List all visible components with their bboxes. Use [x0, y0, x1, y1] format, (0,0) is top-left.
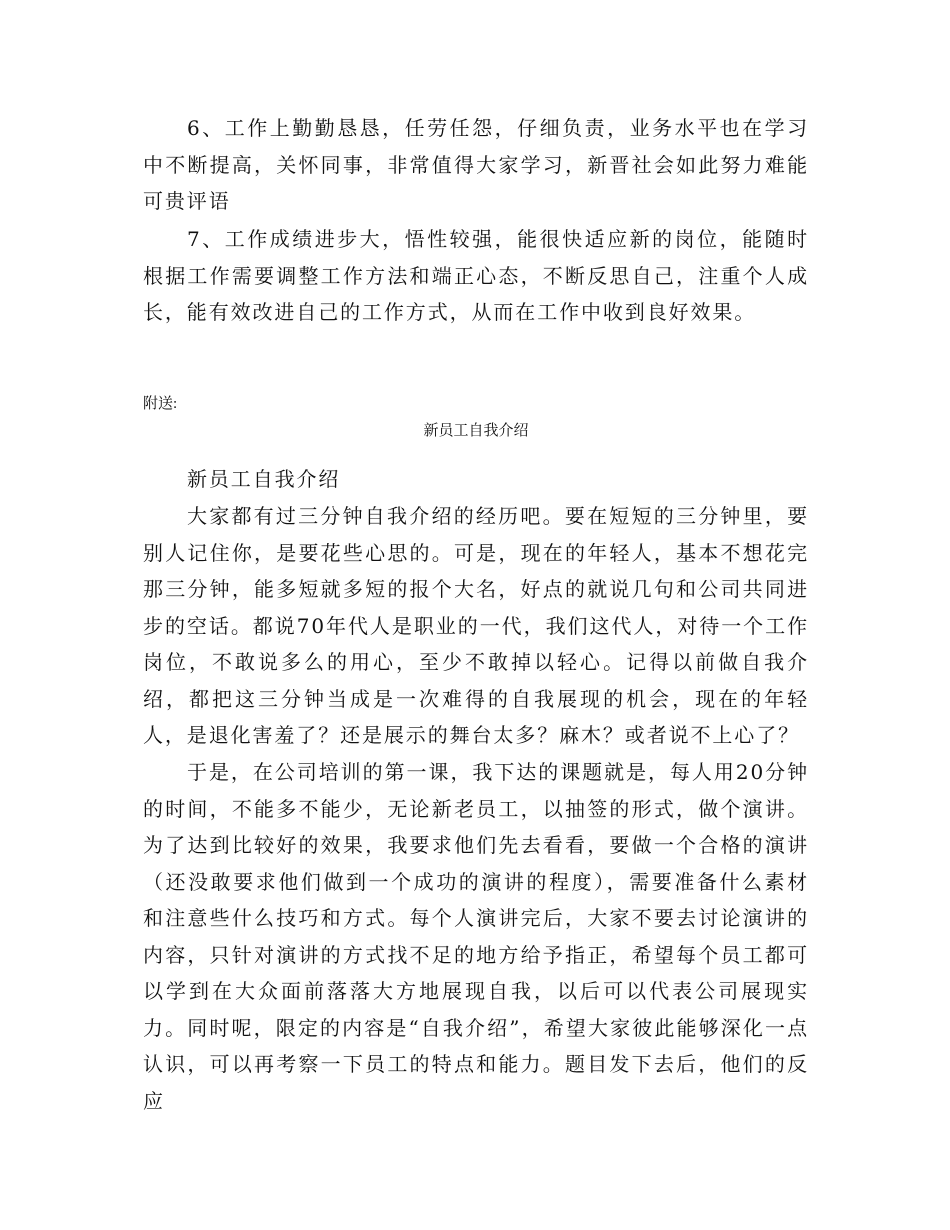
article-paragraph-2: 于是，在公司培训的第一课，我下达的课题就是，每人用20分钟的时间，不能多不能少，无论新老员工，以抽签的形式，做个演讲。为了达到比较好的效果，我要求他们先去看看，要做一个合格的演讲（还没敢要求他们做到一个成功的演讲的程度），需要准备什么素材和注意些什么技巧和方式。每个人演讲完后，大家不要去讨论演讲的内容，只针对演讲的方式找不足的地方给予指正，希望每个员工都可以学到在大众面前落落大方地展现自我，以后可以代表公司展现实力。同时呢，限定的内容是“自我介绍”，希望大家彼此能够深化一点认识，可以再考察一下员工的特点和能力。题目发下去后，他们的反应	[143, 760, 809, 1113]
appendix-title: 新员工自我介绍	[423, 423, 529, 439]
article-heading: 新员工自我介绍	[187, 467, 341, 491]
evaluation-item-7: 7、工作成绩进步大，悟性较强，能很快适应新的岗位，能随时根据工作需要调整工作方法和端正心态，不断反思自己，注重个人成长，能有效改进自己的工作方式，从而在工作中收到良好效果。	[143, 227, 809, 324]
article-paragraph-1: 大家都有过三分钟自我介绍的经历吧。要在短短的三分钟里，要别人记住你，是要花些心思的。可是，现在的年轻人，基本不想花完那三分钟，能多短就多短的报个大名，好点的就说几句和公司共同进步的空话。都说70年代人是职业的一代，我们这代人，对待一个工作岗位，不敢说多么的用心，至少不敢掉以轻心。记得以前做自我介绍，都把这三分钟当成是一次难得的自我展现的机会，现在的年轻人，是退化害羞了？还是展示的舞台太多？麻木？或者说不上心了？	[143, 504, 809, 747]
appendix-label: 附送:	[143, 396, 178, 412]
evaluation-item-6: 6、工作上勤勤恳恳，任劳任怨，仔细负责，业务水平也在学习中不断提高，关怀同事，非常值得大家学习，新晋社会如此努力难能可贵评语	[143, 116, 809, 213]
